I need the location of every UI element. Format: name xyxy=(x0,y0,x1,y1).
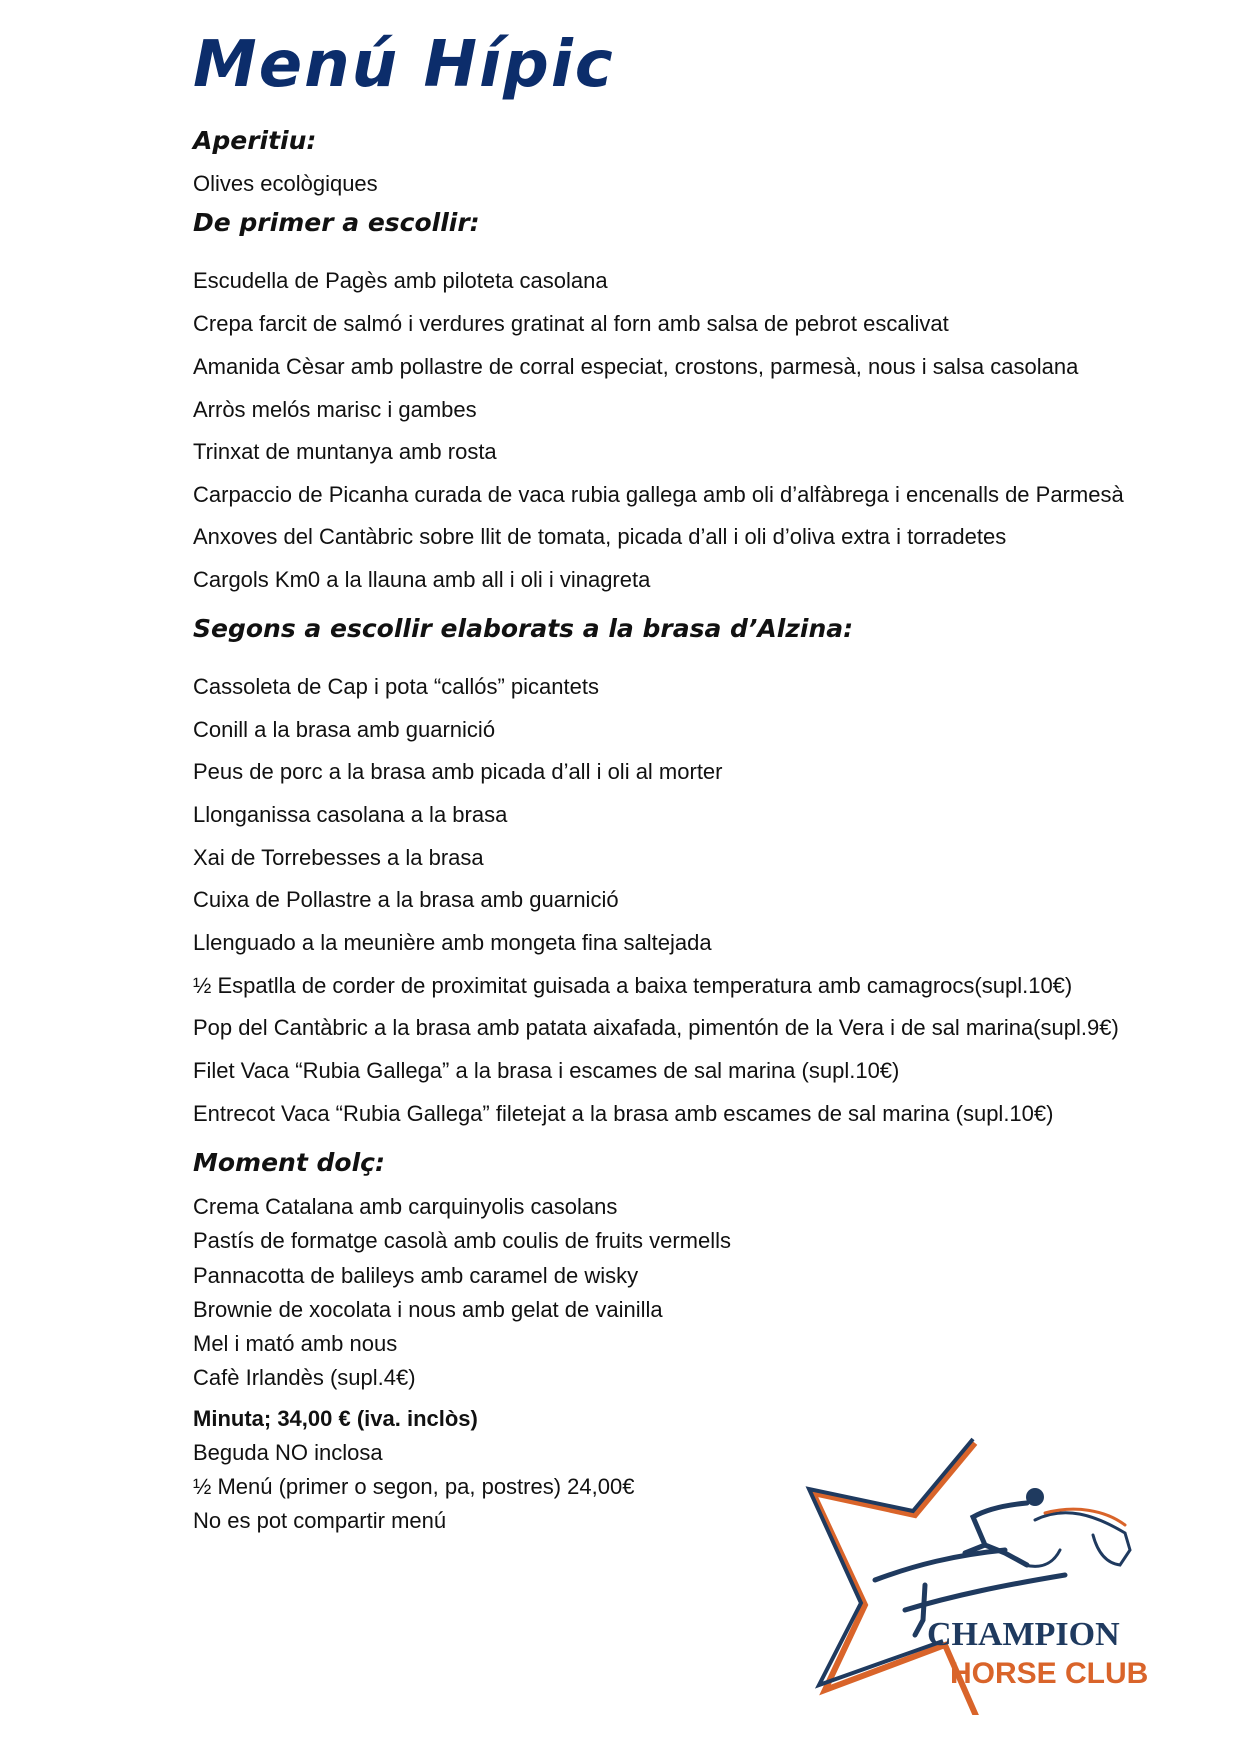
menu-price: Minuta; 34,00 € (iva. inclòs) xyxy=(193,1406,478,1431)
menu-title: Menú Hípic xyxy=(193,28,615,102)
drinks-note: Beguda NO inclosa xyxy=(193,1440,383,1465)
logo-text-horse-club: HORSE CLUB xyxy=(950,1657,1149,1690)
segons-heading: Segons a escollir elaborats a la brasa d’Alzina: xyxy=(193,614,854,643)
postre-item: Pannacotta de balileys amb caramel de wisky xyxy=(193,1263,639,1288)
primer-item: Trinxat de muntanya amb rosta xyxy=(193,439,497,464)
postre-item: Mel i mató amb nous xyxy=(193,1331,398,1356)
logo-text-champion: CHAMPION xyxy=(927,1616,1120,1653)
segon-item: Conill a la brasa amb guarnició xyxy=(193,717,496,742)
postres-heading: Moment dolç: xyxy=(193,1148,385,1177)
postre-item: Pastís de formatge casolà amb coulis de fruits vermells xyxy=(193,1228,732,1253)
segon-item: Filet Vaca “Rubia Gallega” a la brasa i escames de sal marina (supl.10€) xyxy=(193,1058,900,1083)
segon-item: Cuixa de Pollastre a la brasa amb guarnició xyxy=(193,887,619,912)
champion-horse-club-logo xyxy=(805,1435,1175,1715)
primer-item: Anxoves del Cantàbric sobre llit de tomata, picada d’all i oli d’oliva extra i torradetes xyxy=(193,524,1007,549)
primer-item: Amanida Cèsar amb pollastre de corral especiat, crostons, parmesà, nous i salsa casolana xyxy=(193,354,1079,379)
half-menu-price: ½ Menú (primer o segon, pa, postres) 24,00€ xyxy=(193,1474,635,1499)
segon-item: Peus de porc a la brasa amb picada d’all i oli al morter xyxy=(193,759,723,784)
segon-item: Xai de Torrebesses a la brasa xyxy=(193,845,484,870)
postre-item: Brownie de xocolata i nous amb gelat de vainilla xyxy=(193,1297,663,1322)
primer-item: Arròs melós marisc i gambes xyxy=(193,397,477,422)
postre-item: Crema Catalana amb carquinyolis casolans xyxy=(193,1194,618,1219)
primer-item: Cargols Km0 a la llauna amb all i oli i vinagreta xyxy=(193,567,651,592)
primer-item: Escudella de Pagès amb piloteta casolana xyxy=(193,268,608,293)
segon-item: Llonganissa casolana a la brasa xyxy=(193,802,508,827)
postre-item: Cafè Irlandès (supl.4€) xyxy=(193,1365,416,1390)
aperitiu-heading: Aperitiu: xyxy=(193,126,317,155)
aperitiu-item: Olives ecològiques xyxy=(193,171,378,196)
segon-item: Entrecot Vaca “Rubia Gallega” filetejat a la brasa amb escames de sal marina (supl.10€) xyxy=(193,1101,1054,1126)
segon-item: Pop del Cantàbric a la brasa amb patata aixafada, pimentón de la Vera i de sal marina(supl.9€) xyxy=(193,1015,1119,1040)
segon-item: ½ Espatlla de corder de proximitat guisada a baixa temperatura amb camagrocs(supl.10€) xyxy=(193,973,1073,998)
segon-item: Llenguado a la meunière amb mongeta fina saltejada xyxy=(193,930,712,955)
primers-heading: De primer a escollir: xyxy=(193,208,480,237)
segon-item: Cassoleta de Cap i pota “callós” picantets xyxy=(193,674,599,699)
primer-item: Carpaccio de Picanha curada de vaca rubia gallega amb oli d’alfàbrega i encenalls de Parmesà xyxy=(193,482,1124,507)
no-share-note: No es pot compartir menú xyxy=(193,1508,447,1533)
primer-item: Crepa farcit de salmó i verdures gratinat al forn amb salsa de pebrot escalivat xyxy=(193,311,949,336)
